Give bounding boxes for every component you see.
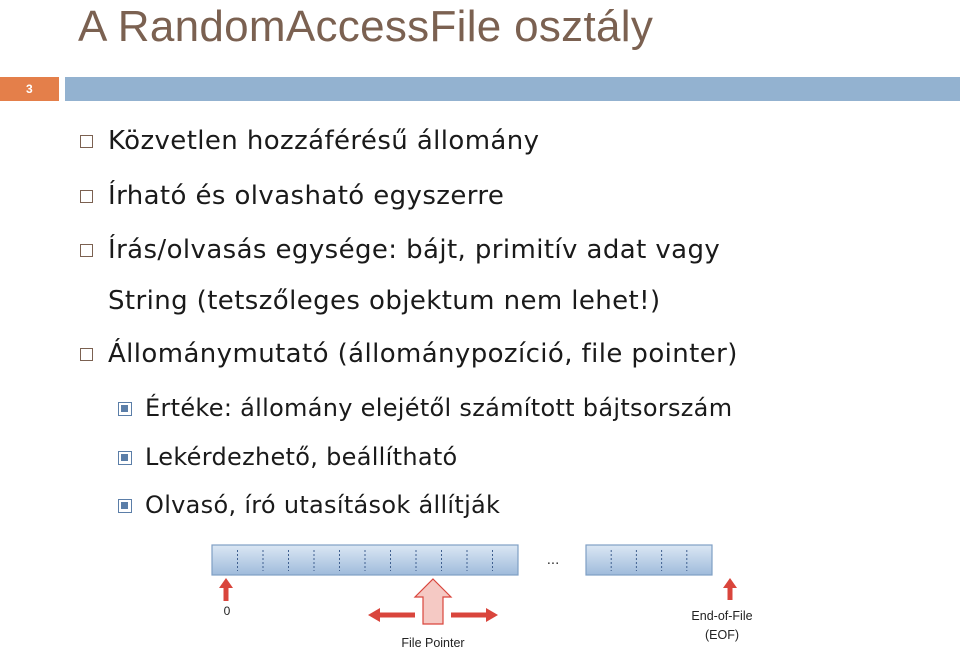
bullet-square-icon — [80, 244, 93, 257]
bullet-text-continued: String (tetszőleges objektum nem lehet!) — [108, 286, 661, 316]
byte-strip-left — [212, 545, 518, 575]
bullet-text: Állománymutató (állománypozíció, file pointer) — [108, 339, 738, 369]
eof-arrow — [723, 578, 737, 600]
bullet-text: Írható és olvasható egyszerre — [108, 181, 505, 211]
bullet-text: Közvetlen hozzáférésű állomány — [108, 126, 540, 156]
file-pointer-arrow — [368, 579, 498, 624]
file-pointer-label: File Pointer — [401, 636, 465, 650]
slide-number: 3 — [0, 77, 59, 101]
sub-bullet-text: Olvasó, író utasítások állítják — [145, 491, 501, 519]
eof-label: End-of-File — [691, 609, 753, 623]
eof-abbrev-label: (EOF) — [704, 628, 740, 642]
file-pointer-diagram — [200, 538, 780, 650]
sub-bullet-square-icon — [118, 402, 132, 416]
title-bar — [0, 77, 960, 101]
bullet-square-icon — [80, 348, 93, 361]
sub-bullet-text: Lekérdezhető, beállítható — [145, 443, 458, 471]
byte-strip-right — [586, 545, 712, 575]
bullet-square-icon — [80, 135, 93, 148]
bullet-square-icon — [80, 190, 93, 203]
ellipsis-label: ... — [546, 551, 560, 568]
sub-bullet-text: Értéke: állomány elejétől számított bájtsorszám — [145, 394, 733, 422]
slide-title: A RandomAccessFile osztály — [78, 2, 654, 51]
bullet-text: Írás/olvasás egysége: bájt, primitív adat vagy — [108, 235, 721, 265]
sub-bullet-square-icon — [118, 451, 132, 465]
start-arrow — [219, 578, 233, 601]
sub-bullet-square-icon — [118, 499, 132, 513]
start-position-label: 0 — [223, 604, 231, 618]
title-accent-bar — [65, 77, 960, 101]
